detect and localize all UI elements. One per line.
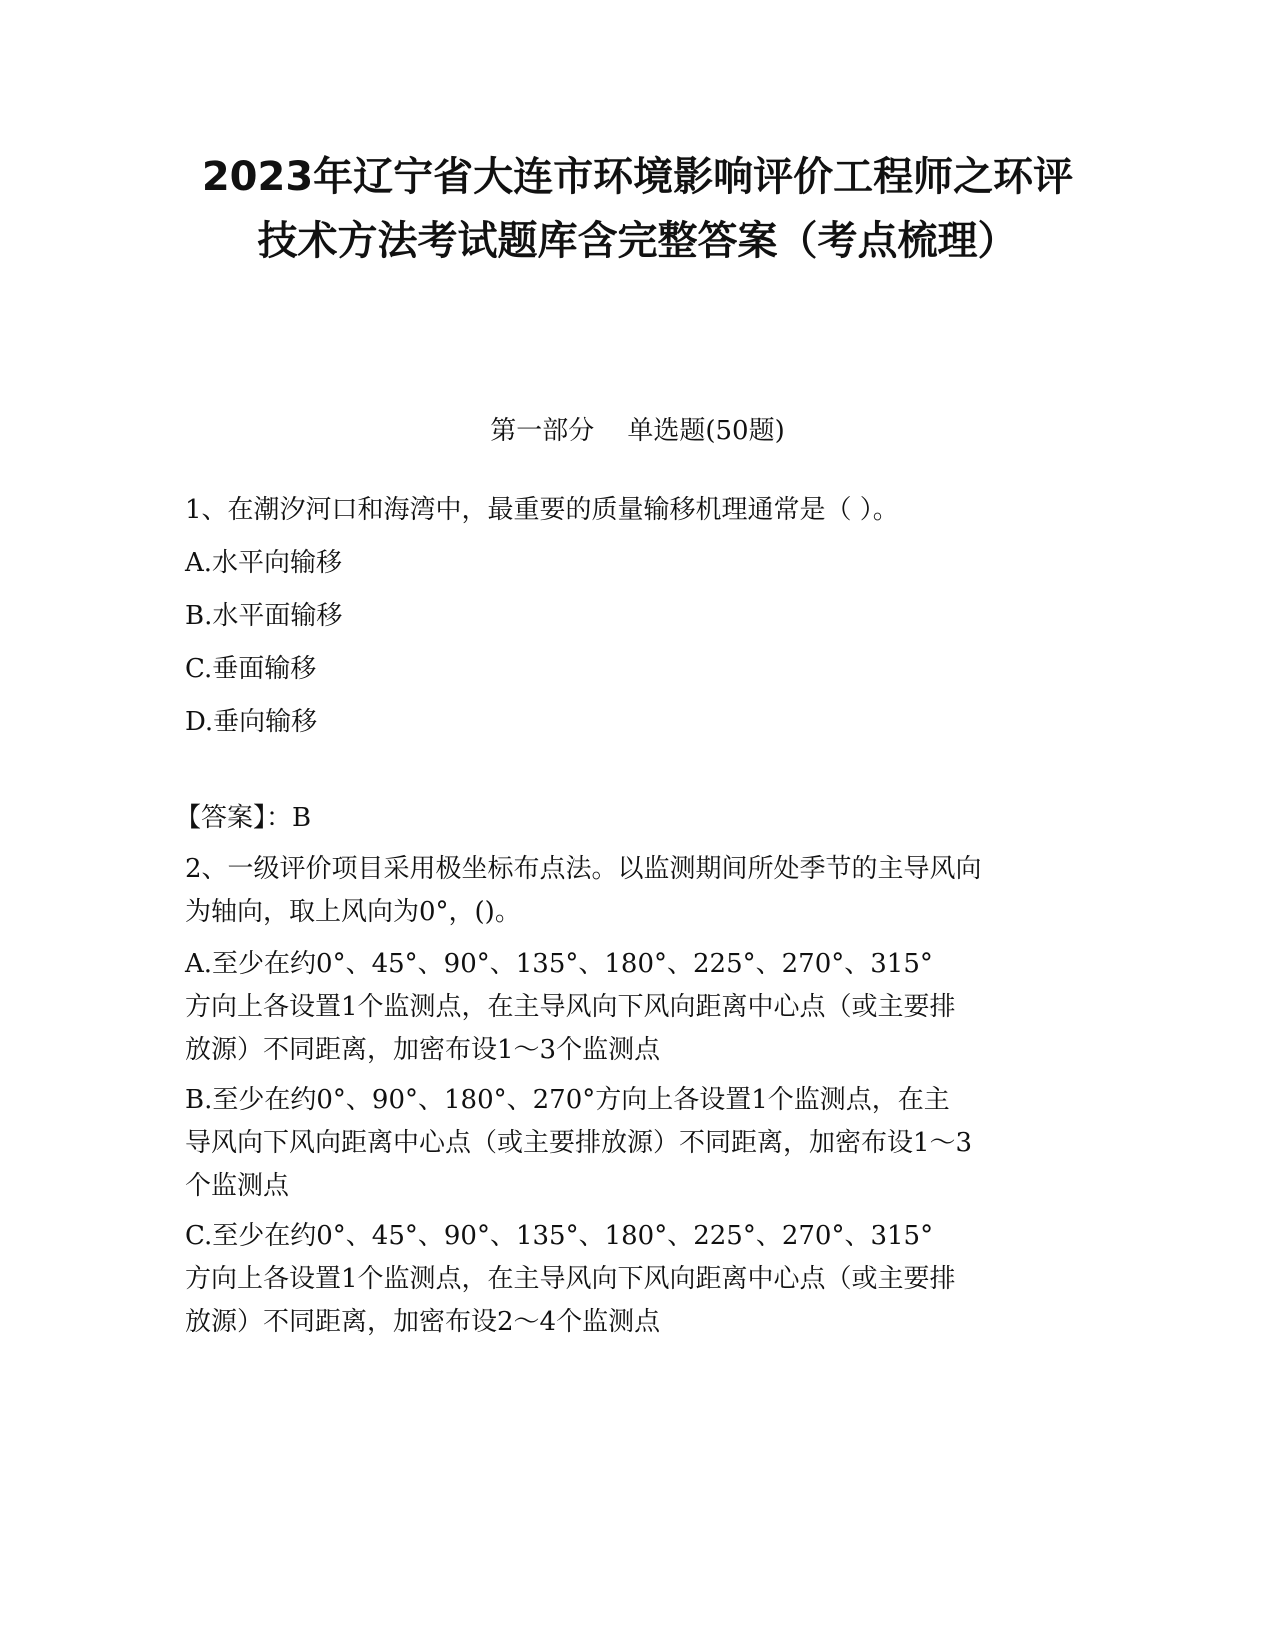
question-1-stem: 1、在潮汐河口和海湾中，最重要的质量输移机理通常是（ ）。 (185, 495, 899, 525)
question-1-option-d: D.垂向输移 (185, 707, 318, 737)
question-2-option-c-line-2: 方向上各设置1个监测点，在主导风向下风向距离中心点（或主要排 (185, 1264, 956, 1294)
question-1-option-b: B.水平面输移 (185, 601, 343, 631)
question-2-option-c-line-3: 放源）不同距离，加密布设2～4个监测点 (185, 1307, 661, 1337)
title-line-1: 2023年辽宁省大连市环境影响评价工程师之环评 (201, 154, 1074, 200)
question-2-option-b-line-1: B.至少在约0°、90°、180°、270°方向上各设置1个监测点，在主 (185, 1085, 950, 1115)
section-heading: 第一部分 单选题(50题) (490, 416, 785, 446)
question-2-option-a-line-2: 方向上各设置1个监测点，在主导风向下风向距离中心点（或主要排 (185, 992, 956, 1022)
document-title (150, 145, 1125, 273)
title-line-2: 技术方法考试题库含完整答案（考点梳理） (257, 218, 1018, 264)
question-1-option-a: A.水平向输移 (185, 548, 343, 578)
question-2-option-c (185, 1215, 1090, 1344)
question-2-stem-line-2: 为轴向，取上风向为0°，()。 (185, 897, 521, 927)
question-2-stem (185, 848, 1090, 934)
question-2-option-c-line-1: C.至少在约0°、45°、90°、135°、180°、225°、270°、315° (185, 1221, 934, 1251)
question-2-option-a (185, 943, 1090, 1072)
question-1-option-c: C.垂面输移 (185, 654, 317, 684)
question-2-option-b-line-2: 导风向下风向距离中心点（或主要排放源）不同距离，加密布设1～3 (185, 1128, 973, 1158)
question-2-option-a-line-3: 放源）不同距离，加密布设1～3个监测点 (185, 1035, 661, 1065)
question-2-option-b-line-3: 个监测点 (185, 1171, 290, 1201)
question-1-answer: 【答案】：B (175, 803, 312, 833)
question-2-option-a-line-1: A.至少在约0°、45°、90°、135°、180°、225°、270°、315° (185, 949, 933, 979)
question-2-option-b (185, 1079, 1090, 1208)
question-2-stem-line-1: 2、一级评价项目采用极坐标布点法。以监测期间所处季节的主导风向 (185, 854, 982, 884)
